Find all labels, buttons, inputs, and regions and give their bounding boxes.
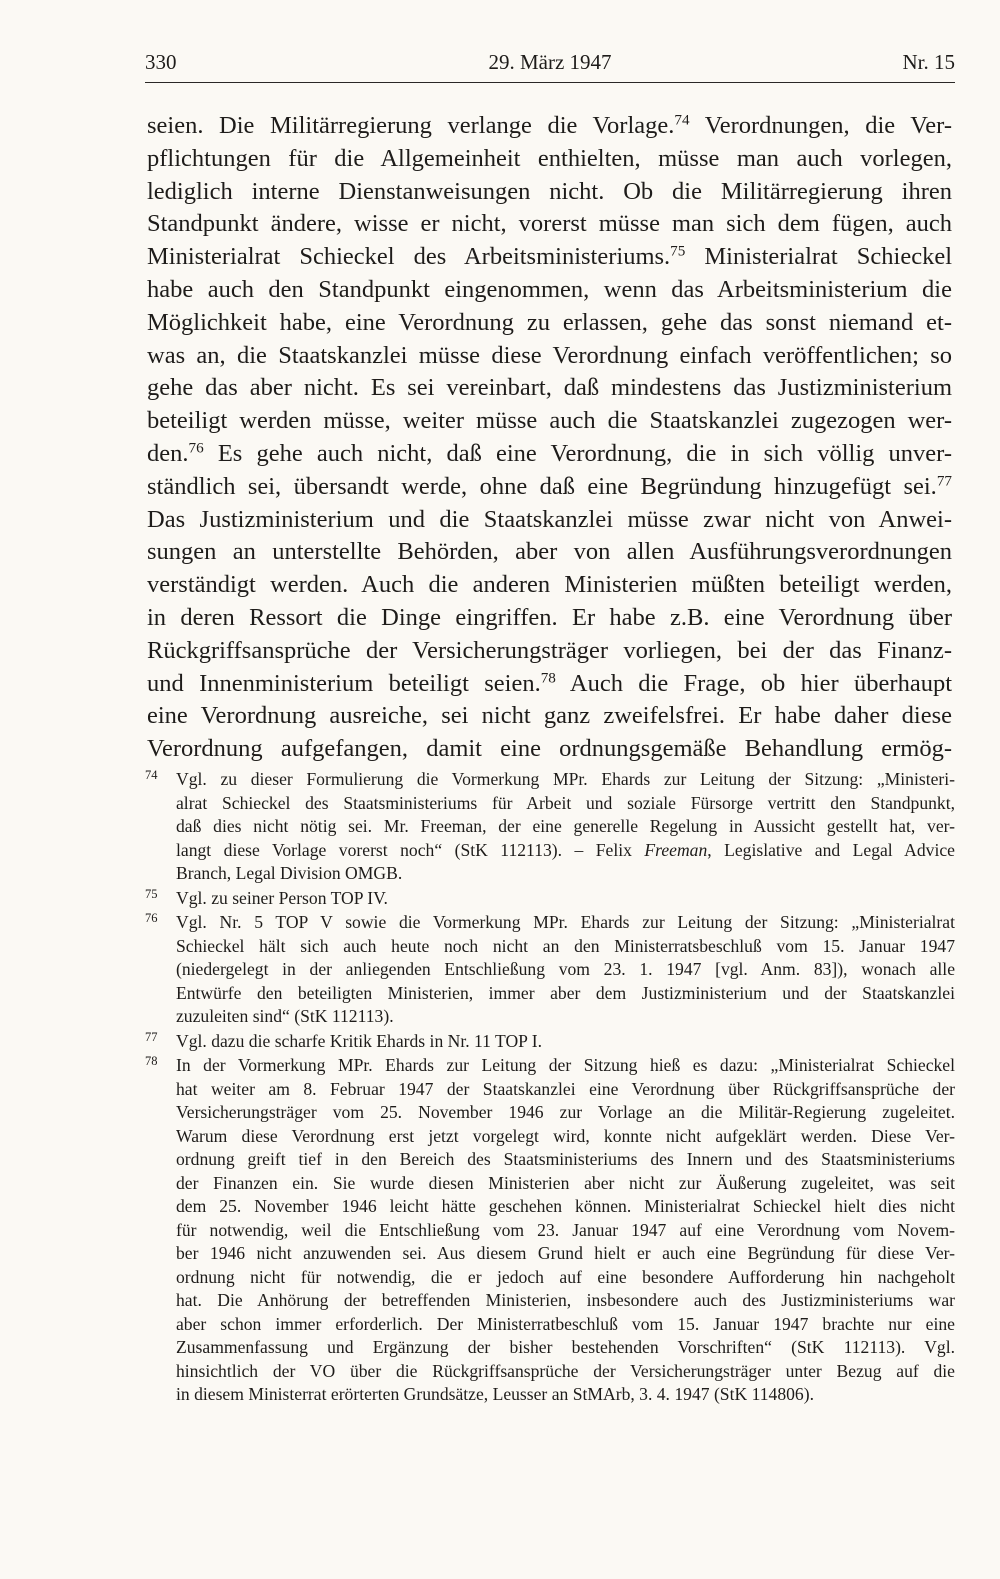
text-line: pflichtungen für die Allgemeinheit enthielten, müsse man auch vorlegen, bbox=[147, 144, 952, 172]
footnote-line: Branch, Legal Division OMGB. bbox=[176, 863, 403, 883]
footnote-line: Entwürfe den beteiligten Ministerien, immer aber dem Justizministerium und der Staatskanzlei bbox=[176, 982, 955, 1003]
footnote-line: für notwendig, weil die Entschließung vom 23. Januar 1947 auf eine Verordnung vom Novem- bbox=[176, 1219, 955, 1240]
text-line: eine Verordnung ausreiche, sei nicht ganz zweifelsfrei. Er habe daher diese bbox=[147, 702, 952, 730]
footnote-line: zuzuleiten sind“ (StK 112113). bbox=[176, 1006, 394, 1026]
footnote-line: Versicherungsträger vom 25. November 1946 zur Vorlage an die Militär-Regierung zugeleitet. bbox=[176, 1102, 955, 1122]
footnote-line: ber 1946 nicht anzuwenden sei. Aus diesem Grund hielt er auch eine Begründung für diese Ver- bbox=[176, 1243, 955, 1263]
header-date: 29. März 1947 bbox=[488, 50, 612, 74]
text-line: lediglich interne Dienstanweisungen nicht. Ob die Militärregierung ihren bbox=[147, 177, 952, 205]
footnote-line: hat. Die Anhörung der betreffenden Ministerien, insbesondere auch des Justizministeriums war bbox=[176, 1290, 955, 1310]
text-line: ständlich sei, übersandt werde, ohne daß eine Begründung hinzugefügt sei.$^{77}$ bbox=[147, 472, 952, 500]
footnote-line: (niedergelegt in der anliegenden Entschließung vom 23. 1. 1947 [vgl. Anm. 83]), wonach alle bbox=[176, 959, 955, 979]
text-line: Das Justizministerium und die Staatskanzlei müsse zwar nicht von Anwei- bbox=[147, 505, 952, 533]
footnote-75 bbox=[145, 887, 955, 911]
footnote-line: daß dies nicht nötig sei. Mr. Freeman, der eine generelle Regelung in Aussicht gestellt hat, ver- bbox=[176, 816, 955, 836]
footnote-line: dem 25. November 1946 leicht hätte geschehen können. Ministerialrat Schieckel hielt dies nicht bbox=[176, 1196, 955, 1216]
footnote-line: Zusammenfassung und Ergänzung der bisher bestehenden Vorschriften“ (StK 112113). Vgl. bbox=[176, 1337, 955, 1357]
footnote-line: aber schon immer erforderlich. Der Ministerratbeschluß vom 15. Januar 1947 brachte nur eine bbox=[176, 1313, 955, 1334]
text-line: habe auch den Standpunkt eingenommen, wenn das Arbeitsministerium die bbox=[147, 275, 952, 303]
footnote-line: In der Vormerkung MPr. Ehards zur Leitung der Sitzung hieß es dazu: „Ministerialrat Schieckel bbox=[176, 1055, 955, 1075]
footnote-line: Vgl. Nr. 5 TOP V sowie die Vormerkung MPr. Ehards zur Leitung der Sitzung: „Ministerialrat bbox=[176, 912, 955, 932]
text-line: was an, die Staatskanzlei müsse diese Verordnung einfach veröffentlichen; so bbox=[147, 341, 952, 369]
text-line: beteiligt werden müsse, weiter müsse auch die Staatskanzlei zugezogen wer- bbox=[147, 407, 952, 435]
footnote-ref-78: 78 bbox=[540, 669, 556, 687]
footnote-78 bbox=[145, 1054, 955, 1407]
running-header bbox=[145, 48, 955, 83]
footnote-line: hat weiter am 8. Februar 1947 der Staatskanzlei eine Verordnung über Rückgriffsansprüche der bbox=[176, 1078, 955, 1099]
header-issue: Nr. 15 bbox=[902, 50, 955, 74]
footnote-ref-75: 75 bbox=[670, 242, 686, 260]
footnote-line: Warum diese Verordnung erst jetzt vorgelegt wird, konnte nicht aufgeklärt werden. Diese Ver- bbox=[176, 1125, 955, 1146]
footnote-76 bbox=[145, 911, 955, 1029]
text-line: in deren Ressort die Dinge eingriffen. Er habe z.B. eine Verordnung über bbox=[147, 603, 952, 631]
footnote-number: 78 bbox=[145, 1054, 158, 1068]
footnote-ref-74: 74 bbox=[674, 111, 690, 129]
footnote-line: der Finanzen ein. Sie wurde diesen Ministerien aber nicht zur Äußerung zugeleitet, was seit bbox=[176, 1172, 955, 1193]
footnote-line: alrat Schieckel des Staatsministeriums für Arbeit und soziale Fürsorge vertritt den Standpunkt, bbox=[176, 792, 955, 813]
footnote-74 bbox=[145, 768, 955, 886]
text-line: sungen an unterstellte Behörden, aber von allen Ausführungsverordnungen bbox=[147, 538, 952, 566]
footnote-line: Schieckel hält sich auch heute noch nicht an den Ministerratsbeschluß vom 15. Januar 1947 bbox=[176, 935, 955, 956]
footnote-77 bbox=[145, 1030, 955, 1054]
footnote-line: hinsichtlich der VO über die Rückgriffsansprüche der Versicherungsträger unter Bezug auf die bbox=[176, 1360, 955, 1381]
main-text bbox=[147, 110, 952, 766]
text-line: den.$^{76}$ Es gehe auch nicht, daß eine Verordnung, die in sich völlig unver- bbox=[147, 439, 952, 467]
footnote-line: ordnung greift tief in den Bereich des Staatsministeriums des Innern und des Staatsministeriums bbox=[176, 1149, 955, 1169]
text-line: seien. Die Militärregierung verlange die Vorlage.$^{74}$ Verordnungen, die Ver- bbox=[147, 111, 952, 139]
footnote-ref-77: 77 bbox=[936, 472, 952, 490]
footnote-line: Vgl. zu dieser Formulierung die Vormerkung MPr. Ehards zur Leitung der Sitzung: „Ministeri- bbox=[176, 769, 955, 789]
text-line: verständigt werden. Auch die anderen Ministerien müßten beteiligt werden, bbox=[147, 571, 952, 599]
text-line: Rückgriffsansprüche der Versicherungsträger vorliegen, bei der das Finanz- bbox=[147, 636, 952, 664]
footnote-number: 75 bbox=[145, 886, 158, 901]
footnote-line: Vgl. zu seiner Person TOP IV. bbox=[176, 887, 388, 908]
footnote-ref-76: 76 bbox=[188, 439, 204, 457]
footnote-number: 77 bbox=[145, 1029, 158, 1044]
footnote-line: Vgl. dazu die scharfe Kritik Ehards in Nr. 11 TOP I. bbox=[176, 1030, 542, 1051]
footnote-line: langt diese Vorlage vorerst noch“ (StK 112113). – Felix Freeman, Legislative and Legal Advice bbox=[176, 839, 955, 860]
footnote-line: ordnung nicht für notwendig, die er jedoch auf eine besondere Aufforderung hin nachgeholt bbox=[176, 1266, 955, 1287]
text-line: Ministerialrat Schieckel des Arbeitsministeriums.$^{75}$ Ministerialrat Schieckel bbox=[147, 242, 952, 271]
text-line: gehe das aber nicht. Es sei vereinbart, daß mindestens das Justizministerium bbox=[147, 374, 952, 402]
text-line: Möglichkeit habe, eine Verordnung zu erlassen, gehe das sonst niemand et- bbox=[147, 308, 952, 336]
text-line: und Innenministerium beteiligt seien.$^{78}$ Auch die Frage, ob hier überhaupt bbox=[147, 669, 952, 697]
footnotes bbox=[145, 768, 955, 1408]
italic-name: Freeman bbox=[644, 839, 708, 860]
footnote-line: in diesem Ministerrat erörterten Grundsätze, Leusser an StMArb, 3. 4. 1947 (StK 114806). bbox=[176, 1384, 814, 1404]
text-line: Verordnung aufgefangen, damit eine ordnungsgemäße Behandlung ermög- bbox=[147, 735, 952, 763]
page-number: 330 bbox=[145, 50, 177, 74]
footnote-number: 76 bbox=[145, 911, 158, 925]
footnote-number: 74 bbox=[145, 768, 158, 782]
text-line: Standpunkt ändere, wisse er nicht, vorerst müsse man sich dem fügen, auch bbox=[147, 210, 952, 238]
